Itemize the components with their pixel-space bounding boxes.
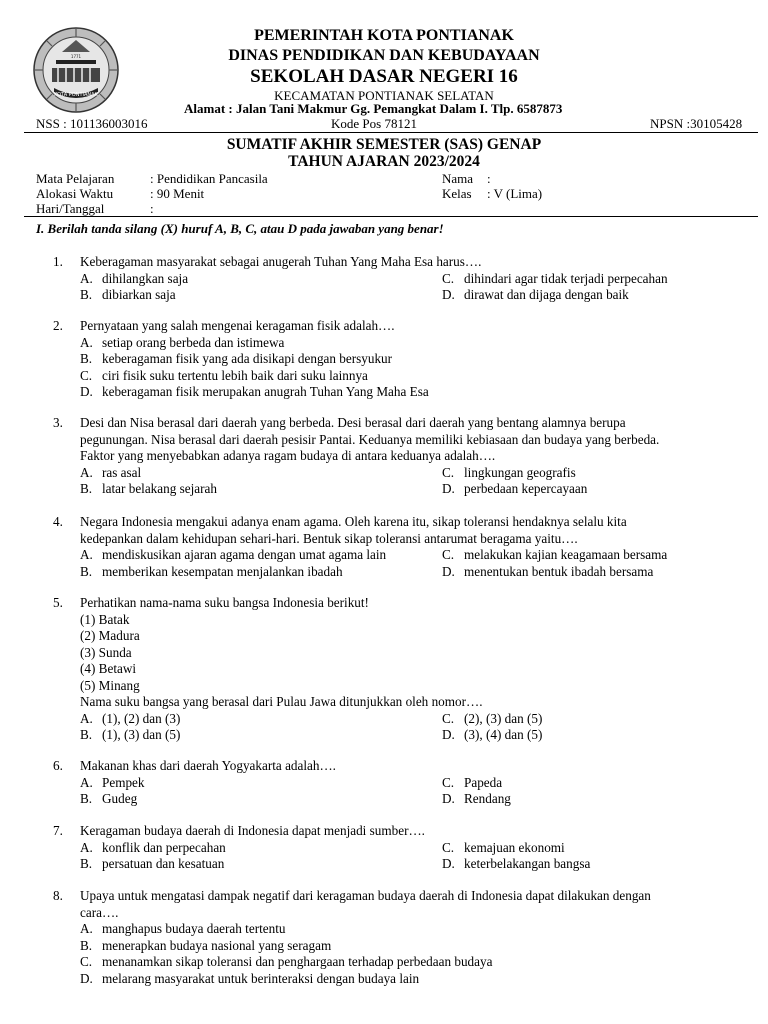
question-number: 5. xyxy=(53,595,63,610)
option-text: kemajuan ekonomi xyxy=(464,839,565,855)
svg-text:1771: 1771 xyxy=(70,54,82,59)
option-text: keterbelakangan bangsa xyxy=(464,856,591,871)
option-letter: A. xyxy=(80,921,93,936)
answer-option-d[interactable] xyxy=(442,287,629,304)
option-letter: C. xyxy=(442,464,455,480)
answer-option-b[interactable] xyxy=(80,938,331,955)
answer-option-d[interactable] xyxy=(442,481,587,498)
option-letter: B. xyxy=(80,351,93,366)
answer-option-c[interactable] xyxy=(442,775,502,792)
answer-option-b[interactable] xyxy=(80,791,137,808)
option-letter: C. xyxy=(442,774,455,790)
subject-label: Mata Pelajaran xyxy=(36,171,115,186)
option-letter: D. xyxy=(80,970,93,986)
question-text: (4) Betawi xyxy=(80,661,137,676)
question-number: 8. xyxy=(53,888,63,903)
option-letter: A. xyxy=(80,774,93,790)
question-text: Makanan khas dari daerah Yogyakarta adalah…. xyxy=(80,758,336,773)
option-text: memberikan kesempatan menjalankan ibadah xyxy=(102,563,343,579)
option-text: setiap orang berbeda dan istimewa xyxy=(102,334,285,350)
option-letter: B. xyxy=(80,791,93,806)
option-letter: C. xyxy=(442,270,455,286)
answer-option-d[interactable] xyxy=(442,564,653,581)
answer-option-c[interactable] xyxy=(442,465,576,482)
department-name: DINAS PENDIDIKAN DAN KEBUDAYAAN xyxy=(228,47,540,64)
option-letter: D. xyxy=(442,481,455,496)
question-text: (5) Minang xyxy=(80,677,140,693)
question-text: Negara Indonesia mengakui adanya enam agama. Oleh karena itu, sikap toleransi hendaknya selalu kita xyxy=(80,514,627,529)
answer-option-c[interactable] xyxy=(442,547,667,564)
answer-option-c[interactable] xyxy=(442,711,542,728)
option-letter: A. xyxy=(80,270,93,286)
question-text: Perhatikan nama-nama suku bangsa Indonesia berikut! xyxy=(80,595,369,610)
answer-option-a[interactable] xyxy=(80,335,284,352)
answer-option-b[interactable] xyxy=(80,481,217,498)
answer-option-a[interactable] xyxy=(80,711,180,728)
option-letter: A. xyxy=(80,547,93,562)
answer-option-b[interactable] xyxy=(80,856,224,873)
answer-option-d[interactable] xyxy=(442,856,590,873)
option-letter: B. xyxy=(80,563,93,579)
question-text: pegunungan. Nisa berasal dari daerah pesisir Pantai. Keduanya memiliki kebiasaan dan budaya yang berbeda. xyxy=(80,431,660,447)
question-number: 1. xyxy=(53,254,63,269)
option-text: Gudeg xyxy=(102,791,138,806)
question-number: 4. xyxy=(53,514,63,529)
answer-option-c[interactable] xyxy=(80,368,368,385)
answer-option-c[interactable] xyxy=(442,271,668,288)
question-text: Faktor yang menyebabkan adanya ragam budaya di antara keduanya adalah…. xyxy=(80,448,496,463)
option-text: perbedaan kepercayaan xyxy=(464,481,588,496)
question-text: (2) Madura xyxy=(80,628,140,643)
svg-text:KOTA PONTIANAK: KOTA PONTIANAK xyxy=(54,92,98,98)
option-text: Papeda xyxy=(464,774,503,790)
option-letter: B. xyxy=(80,287,93,302)
option-letter: A. xyxy=(80,839,93,855)
option-letter: A. xyxy=(80,710,93,726)
option-text: (3), (4) dan (5) xyxy=(464,727,543,742)
option-text: menentukan bentuk ibadah bersama xyxy=(464,563,654,579)
answer-option-a[interactable] xyxy=(80,840,226,857)
option-text: keberagaman fisik yang ada disikapi dengan bersyukur xyxy=(102,351,393,366)
answer-option-b[interactable] xyxy=(80,287,176,304)
question-number: 7. xyxy=(53,823,63,838)
option-text: konflik dan perpecahan xyxy=(102,839,226,855)
answer-option-d[interactable] xyxy=(442,791,511,808)
option-text: Pempek xyxy=(102,774,145,790)
answer-option-b[interactable] xyxy=(80,564,343,581)
option-letter: B. xyxy=(80,727,93,742)
section-instruction: I. Berilah tanda silang (X) huruf A, B, C, atau D pada jawaban yang benar! xyxy=(36,221,444,236)
question-text: (3) Sunda xyxy=(80,644,132,660)
answer-option-b[interactable] xyxy=(80,727,180,744)
option-text: ras asal xyxy=(102,464,142,480)
name-value: : xyxy=(487,171,491,186)
option-text: menanamkan sikap toleransi dan penghargaan terhadap perbedaan budaya xyxy=(102,954,493,969)
option-letter: D. xyxy=(442,287,455,302)
option-letter: C. xyxy=(80,367,93,383)
option-text: dibiarkan saja xyxy=(102,287,176,302)
info-divider xyxy=(24,216,758,217)
answer-option-a[interactable] xyxy=(80,921,285,938)
answer-option-a[interactable] xyxy=(80,775,145,792)
name-label: Nama xyxy=(442,171,474,186)
option-text: (2), (3) dan (5) xyxy=(464,710,543,726)
option-letter: A. xyxy=(80,334,93,350)
postal-code: Kode Pos 78121 xyxy=(331,116,417,131)
header-divider xyxy=(24,132,758,133)
option-text: melakukan kajian keagamaan bersama xyxy=(464,547,668,562)
answer-option-b[interactable] xyxy=(80,351,392,368)
question-number: 3. xyxy=(53,415,63,430)
answer-option-c[interactable] xyxy=(442,840,565,857)
option-letter: C. xyxy=(80,954,93,969)
option-letter: D. xyxy=(442,856,455,871)
option-text: ciri fisik suku tertentu lebih baik dari suku lainnya xyxy=(102,367,368,383)
question-text: cara…. xyxy=(80,904,119,920)
option-text: (1), (2) dan (3) xyxy=(102,710,181,726)
option-text: Rendang xyxy=(464,791,511,806)
option-letter: D. xyxy=(442,727,455,742)
time-label: Alokasi Waktu xyxy=(36,186,114,201)
school-address: Alamat : Jalan Tani Makmur Gg. Pemangkat Dalam I. Tlp. 6587873 xyxy=(184,101,563,116)
option-text: dirawat dan dijaga dengan baik xyxy=(464,287,629,302)
date-value: : xyxy=(150,201,154,216)
class-value: : V (Lima) xyxy=(487,186,543,201)
date-label: Hari/Tanggal xyxy=(36,201,105,216)
answer-option-a[interactable] xyxy=(80,465,141,482)
school-name: SEKOLAH DASAR NEGERI 16 xyxy=(250,66,518,87)
option-text: manghapus budaya daerah tertentu xyxy=(102,921,286,936)
option-text: menerapkan budaya nasional yang seragam xyxy=(102,937,332,953)
option-text: (1), (3) dan (5) xyxy=(102,727,181,742)
answer-option-d[interactable] xyxy=(80,384,429,401)
time-value: : 90 Menit xyxy=(150,186,205,201)
question-text: Nama suku bangsa yang berasal dari Pulau Jawa ditunjukkan oleh nomor…. xyxy=(80,694,483,709)
question-number: 2. xyxy=(53,318,63,333)
option-letter: D. xyxy=(442,563,455,579)
option-text: keberagaman fisik merupakan anugrah Tuhan Yang Maha Esa xyxy=(102,384,429,399)
question-number: 6. xyxy=(53,758,63,773)
option-letter: B. xyxy=(80,937,93,953)
option-text: persatuan dan kesatuan xyxy=(102,856,225,871)
option-letter: B. xyxy=(80,481,93,496)
question-text: Keberagaman masyarakat sebagai anugerah Tuhan Yang Maha Esa harus…. xyxy=(80,254,482,269)
exam-year: TAHUN AJARAN 2023/2024 xyxy=(288,153,480,170)
exam-title: SUMATIF AKHIR SEMESTER (SAS) GENAP xyxy=(226,136,542,153)
subject-value: : Pendidikan Pancasila xyxy=(150,171,268,186)
option-text: lingkungan geografis xyxy=(464,464,576,480)
question-text: Desi dan Nisa berasal dari daerah yang berbeda. Desi berasal dari daerah yang bentang alamnya berupa xyxy=(80,415,626,430)
question-text: Keragaman budaya daerah di Indonesia dapat menjadi sumber…. xyxy=(80,823,425,838)
question-text: Upaya untuk mengatasi dampak negatif dari keragaman budaya daerah di Indonesia dapat dilakukan dengan xyxy=(80,888,651,903)
nss-number: NSS : 101136003016 xyxy=(36,116,148,131)
question-text: kedepankan dalam kehidupan sehari-hari. Bentuk sikap toleransi antarumat beragama yaitu…. xyxy=(80,530,578,546)
option-letter: D. xyxy=(442,791,455,806)
answer-option-a[interactable] xyxy=(80,271,188,288)
option-text: dihindari agar tidak terjadi perpecahan xyxy=(464,270,668,286)
option-letter: C. xyxy=(442,710,455,726)
npsn-number: NPSN :30105428 xyxy=(650,116,743,131)
option-letter: D. xyxy=(80,384,93,399)
class-label: Kelas xyxy=(442,186,472,201)
answer-option-d[interactable] xyxy=(442,727,542,744)
question-text: Pernyataan yang salah mengenai keragaman fisik adalah…. xyxy=(80,318,395,333)
option-text: melarang masyarakat untuk berinteraksi dengan budaya lain xyxy=(102,970,420,986)
option-text: dihilangkan saja xyxy=(102,270,189,286)
answer-option-a[interactable] xyxy=(80,547,386,564)
question-text: (1) Batak xyxy=(80,611,130,627)
answer-option-c[interactable] xyxy=(80,954,492,971)
option-text: latar belakang sejarah xyxy=(102,481,217,496)
answer-option-d[interactable] xyxy=(80,971,419,988)
option-letter: C. xyxy=(442,547,455,562)
option-text: mendiskusikan ajaran agama dengan umat agama lain xyxy=(102,547,387,562)
option-letter: C. xyxy=(442,839,455,855)
option-letter: A. xyxy=(80,464,93,480)
option-letter: B. xyxy=(80,856,93,871)
government-name: PEMERINTAH KOTA PONTIANAK xyxy=(254,27,514,44)
district-name: KECAMATAN PONTIANAK SELATAN xyxy=(274,88,494,103)
